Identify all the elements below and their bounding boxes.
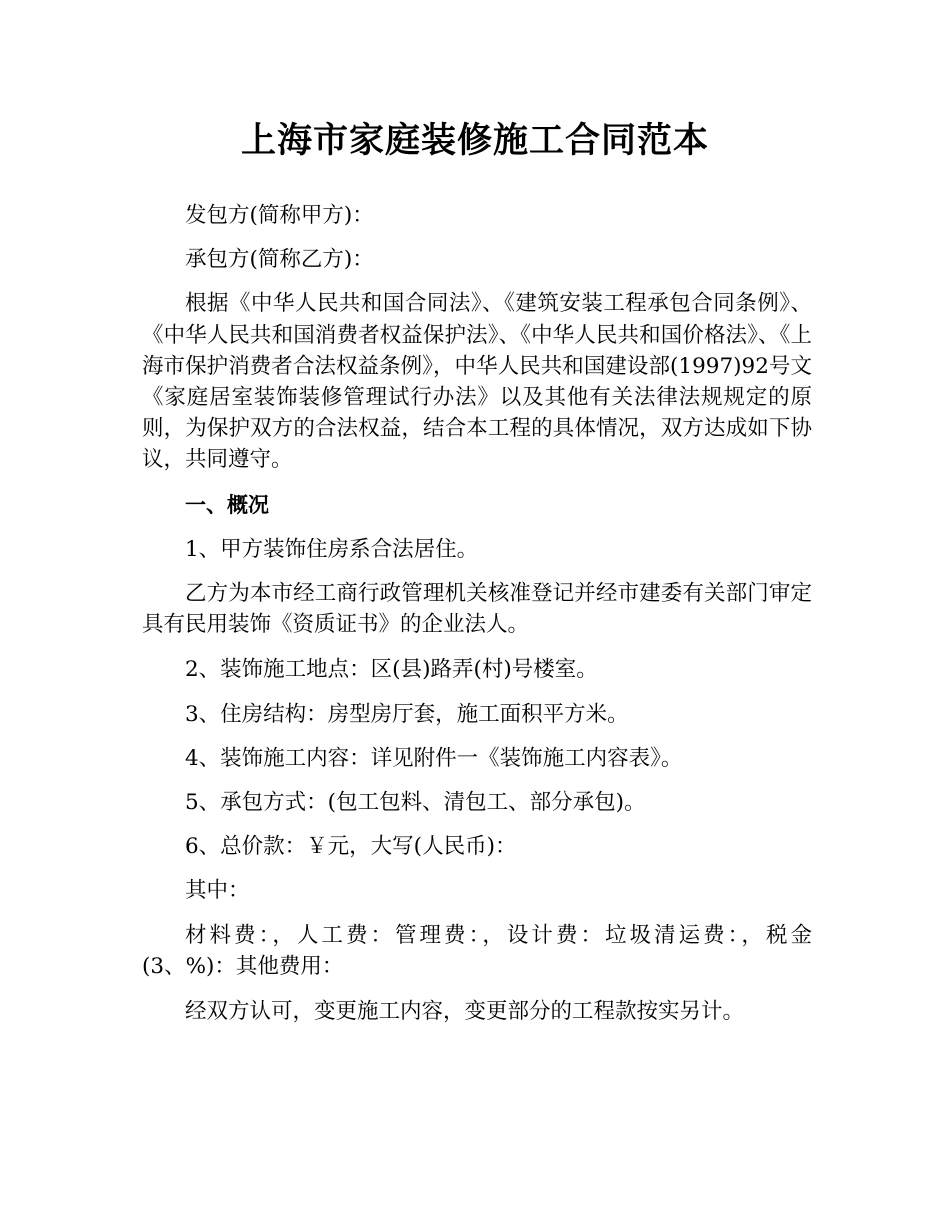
section-heading-overview: 一、概况	[185, 492, 269, 517]
clause-item-6: 6、总价款：￥元，大写(人民币)：	[185, 834, 517, 860]
cost-breakdown-paragraph: 材料费：，人工费：管理费：，设计费：垃圾清运费：，税金(3、%)：其他费用：	[142, 922, 812, 979]
clause-item-1-detail: 乙方为本市经工商行政管理机关核准登记并经市建委有关部门审定具有民用装饰《资质证书》的企业法人。	[142, 581, 812, 638]
change-note-paragraph: 经双方认可，变更施工内容，变更部分的工程款按实另计。	[185, 999, 745, 1025]
document-body	[142, 200, 812, 1040]
clause-item-1: 1、甲方装饰住房系合法居住。	[185, 536, 479, 562]
clause-item-3: 3、住房结构：房型房厅套，施工面积平方米。	[185, 701, 629, 727]
clause-item-2: 2、装饰施工地点：区(县)路弄(村)号楼室。	[185, 657, 598, 683]
clause-item-4: 4、装饰施工内容：详见附件一《装饰施工内容表》。	[185, 745, 683, 771]
preamble-paragraph: 根据《中华人民共和国合同法》、《建筑安装工程承包合同条例》、《中华人民共和国消费者权益保护法》、《中华人民共和国价格法》、《上海市保护消费者合法权益条例》，中华人民共和国建设部(1997)92号文《家庭居室装饰装修管理试行办法》以及其他有关法律法规规定的原则，为保护双方的合法权益，结合本工程的具体情况，双方达成如下协议，共同遵守。	[142, 291, 812, 473]
of-which-line: 其中：	[185, 878, 250, 904]
party-a-line: 发包方(简称甲方)：	[185, 203, 374, 228]
party-b-line: 承包方(简称乙方)：	[185, 247, 374, 273]
document-title: 上海市家庭装修施工合同范本	[240, 121, 709, 161]
clause-item-5: 5、承包方式：(包工包料、清包工、部分承包)。	[185, 790, 646, 816]
